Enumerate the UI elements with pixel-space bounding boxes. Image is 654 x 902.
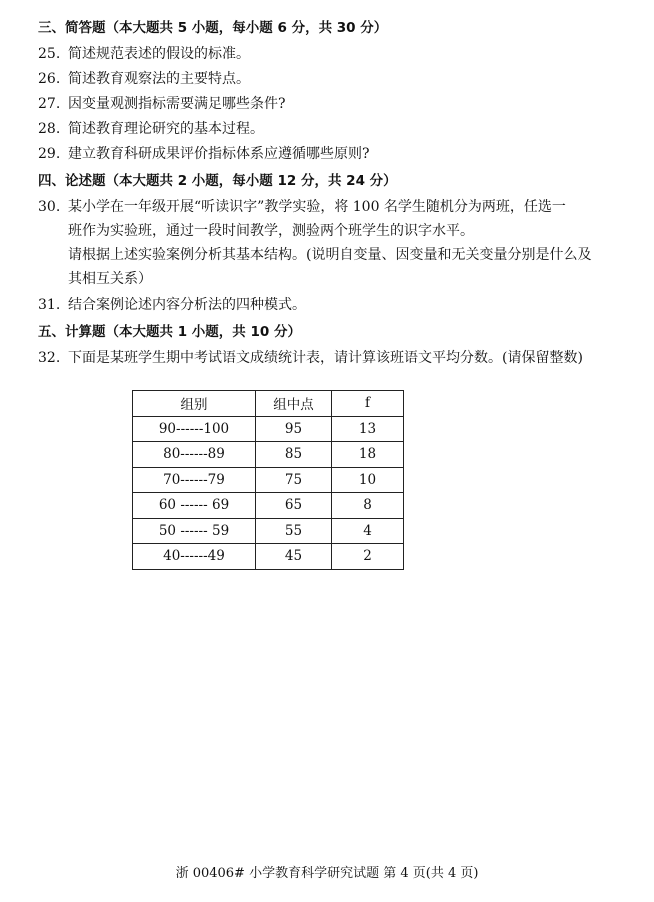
table-row bbox=[133, 544, 404, 570]
cell-frequency: 4 bbox=[332, 518, 404, 544]
section-5-heading: 五、计算题（本大题共 1 小题，共 10 分） bbox=[38, 324, 301, 340]
section-3-heading: 三、简答题（本大题共 5 小题，每小题 6 分，共 30 分） bbox=[38, 20, 388, 36]
question-30-line-3: 请根据上述实验案例分析其基本结构。(说明自变量、因变量和无关变量分别是什么及 bbox=[68, 247, 592, 263]
cell-frequency: 13 bbox=[332, 416, 404, 442]
question-text: 结合案例论述内容分析法的四种模式。 bbox=[68, 297, 306, 313]
question-text: 因变量观测指标需要满足哪些条件? bbox=[68, 96, 286, 112]
cell-group: 80------89 bbox=[133, 442, 256, 468]
table-row bbox=[133, 442, 404, 468]
cell-midpoint: 85 bbox=[256, 442, 332, 468]
question-number: 25. bbox=[38, 46, 61, 62]
cell-group: 50 ------ 59 bbox=[133, 518, 256, 544]
cell-midpoint: 55 bbox=[256, 518, 332, 544]
cell-midpoint: 75 bbox=[256, 467, 332, 493]
question-30-line-2: 班作为实验班，通过一段时间教学，测验两个班学生的识字水平。 bbox=[68, 223, 474, 239]
question-number: 32. bbox=[38, 350, 61, 366]
question-30-line-4: 其相互关系） bbox=[68, 271, 152, 287]
question-text: 简述教育观察法的主要特点。 bbox=[68, 71, 250, 87]
column-header-midpoint: 组中点 bbox=[256, 391, 332, 417]
cell-frequency: 2 bbox=[332, 544, 404, 570]
cell-midpoint: 95 bbox=[256, 416, 332, 442]
cell-group: 70------79 bbox=[133, 467, 256, 493]
cell-midpoint: 65 bbox=[256, 493, 332, 519]
question-number: 31. bbox=[38, 297, 61, 313]
question-number: 27. bbox=[38, 96, 61, 112]
table-row bbox=[133, 493, 404, 519]
question-text: 某小学在一年级开展“听读识字”教学实验，将 100 名学生随机分为两班，任选一 bbox=[68, 199, 566, 215]
question-text: 简述教育理论研究的基本过程。 bbox=[68, 121, 264, 137]
cell-frequency: 8 bbox=[332, 493, 404, 519]
column-header-frequency: f bbox=[332, 391, 404, 417]
table-row bbox=[133, 467, 404, 493]
question-text: 建立教育科研成果评价指标体系应遵循哪些原则? bbox=[68, 146, 370, 162]
question-number: 26. bbox=[38, 71, 61, 87]
question-text: 简述规范表述的假设的标准。 bbox=[68, 46, 250, 62]
table-row bbox=[133, 518, 404, 544]
page-footer: 浙 00406# 小学教育科学研究试题 第 4 页(共 4 页) bbox=[175, 866, 479, 881]
column-header-group: 组别 bbox=[133, 391, 256, 417]
question-number: 29. bbox=[38, 146, 61, 162]
cell-group: 60 ------ 69 bbox=[133, 493, 256, 519]
question-text: 下面是某班学生期中考试语文成绩统计表，请计算该班语文平均分数。(请保留整数) bbox=[68, 350, 583, 366]
section-4-heading: 四、论述题（本大题共 2 小题，每小题 12 分，共 24 分） bbox=[38, 173, 397, 189]
cell-group: 90------100 bbox=[133, 416, 256, 442]
score-distribution-table bbox=[132, 390, 404, 570]
question-number: 28. bbox=[38, 121, 61, 137]
table-row bbox=[133, 416, 404, 442]
table-header-row bbox=[133, 391, 404, 417]
cell-frequency: 18 bbox=[332, 442, 404, 468]
cell-frequency: 10 bbox=[332, 467, 404, 493]
cell-midpoint: 45 bbox=[256, 544, 332, 570]
cell-group: 40------49 bbox=[133, 544, 256, 570]
question-number: 30. bbox=[38, 199, 61, 215]
